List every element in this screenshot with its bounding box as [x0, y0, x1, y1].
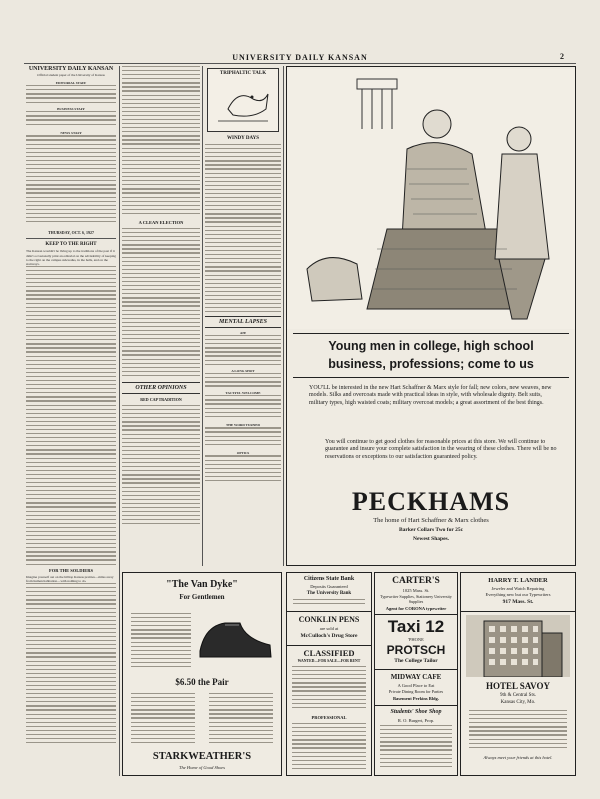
savoy-title: HOTEL SAVOY: [486, 681, 550, 691]
midway-basement: Basement Perkins Bldg.: [393, 696, 439, 701]
shoeshop-copy: [380, 725, 452, 771]
peckhams-headline-2: business, professions; come to us: [328, 357, 534, 371]
professional-title: PROFESSIONAL: [311, 715, 347, 720]
editorial-body: [122, 66, 200, 216]
lander-addr: 917 Mass. St.: [502, 599, 534, 605]
mental-lapses-title: MENTAL LAPSES: [219, 319, 267, 325]
midway-title: MIDWAY CAFE: [390, 673, 442, 681]
classified-listings: [292, 666, 366, 712]
mental-subhead: THE WORD TURNED: [226, 423, 260, 428]
staff-head-news: NEWS STAFF: [60, 131, 82, 136]
vandyke-brand-sub: The Home of Good Shoes: [179, 765, 225, 770]
shoeshop-title: Students' Shoe Shop: [390, 709, 442, 715]
midway-line: Private Dining Room for Parties: [388, 689, 444, 694]
page-header-title: UNIVERSITY DAILY KANSAN: [232, 53, 368, 62]
keep-right-lead: The Kansan wouldn't be living up to the traditions of the past if it didn't occasionally print an editorial on the advisability of keeping to the right on the campus sidewalks, in the halls, and on the stairways.: [26, 249, 116, 266]
classified-sub: WANTED—FOR SALE—FOR RENT: [297, 659, 361, 663]
column-1: [26, 66, 116, 776]
header-rule: [24, 63, 576, 64]
lander-title: HARRY T. LANDER: [488, 577, 548, 584]
protsch-sub: The College Tailor: [394, 658, 438, 664]
vandyke-ad: [122, 572, 282, 776]
windy-days-title: WINDY DAYS: [227, 136, 259, 141]
staff-list: [26, 85, 116, 107]
vandyke-copy: [131, 613, 191, 673]
column-2: [122, 66, 200, 566]
staff-list: [26, 135, 116, 227]
shoeshop-name: R. O. Burgert, Prop.: [397, 718, 435, 723]
savoy-city: Kansas City, Mo.: [500, 700, 536, 705]
conklin-store: McCulloch's Drug Store: [300, 633, 358, 639]
ode-body: [26, 583, 116, 743]
bird-cartoon-icon: [208, 79, 278, 129]
vandyke-title: "The Van Dyke": [166, 579, 238, 590]
lander-savoy-column: [460, 572, 576, 776]
carters-taxi-column: [374, 572, 458, 776]
cartoon: [207, 68, 279, 132]
vandyke-copy: [131, 693, 195, 749]
illustration-young-men-icon: [287, 69, 575, 329]
staff-list: [26, 111, 116, 131]
peckhams-collars: Barker Collars Two for 25c: [398, 527, 464, 533]
opinion-body: [122, 405, 200, 525]
peckhams-body: YOU'LL be interested in the new Hart Schaffner & Marx style for fall; new colors, new weaves, new models. Silks and overcoats made with practical ideas in style, with wholesale dignity. Belt suits, military types, high waisted coats; military overcoat models; a great assortment of the best things.: [309, 385, 552, 406]
ode-title: FOR THE SOLDIERS: [49, 567, 93, 573]
staff-head-business: BUSINESS STAFF: [57, 107, 85, 112]
peckhams-shoes: Newest Shapes.: [412, 536, 450, 542]
savoy-copy: [469, 710, 567, 750]
date-line: THURSDAY, OCT. 6, 1927: [47, 230, 95, 236]
bank-pens-classified-column: [286, 572, 372, 776]
shoe-icon: [195, 611, 275, 671]
clean-election-title: A CLEAN ELECTION: [138, 220, 184, 225]
windy-body: [205, 144, 281, 314]
citizens-title: Citizens State Bank: [303, 576, 355, 582]
protsch-name: PROTSCH: [386, 643, 446, 657]
professional-listings: [292, 723, 366, 773]
savoy-sub: 9th & Central Sts.: [499, 693, 537, 698]
lander-line: Everything new but our Typewriters: [485, 592, 551, 597]
carters-agent: Agent for CORONA typewriter: [385, 606, 447, 611]
midway-sub: A Good Place to Eat: [397, 683, 435, 688]
cartoon-label: TRIPHALTIC TALK: [219, 71, 267, 76]
savoy-footer: Always meet your friends at this hotel.: [483, 755, 553, 760]
ode-lead: Imagine yourself out on the hilltop Kansas prairies—miles away from human habitation—with nothing to do.: [26, 574, 114, 583]
lander-sub: Jeweler and Watch Repairing: [491, 586, 545, 591]
masthead-subtitle: Official student paper of the University of Kansas: [37, 73, 105, 77]
carters-title: CARTER'S: [392, 576, 440, 586]
taxi-title: Taxi 12: [387, 617, 445, 636]
peckhams-headline-1: Young men in college, high school: [328, 339, 534, 353]
peckhams-tagline: The home of Hart Schaffner & Marx clothes: [373, 517, 489, 524]
mental-subhead: A LONG SHOT: [231, 369, 255, 374]
other-opinions-title: OTHER OPINIONS: [135, 385, 187, 391]
masthead-title: UNIVERSITY DAILY KANSAN: [28, 66, 114, 72]
vandyke-brand: STARKWEATHER'S: [152, 751, 252, 762]
citizens-sub: Deposits Guaranteed: [310, 584, 348, 589]
mental-subhead: OPTICS: [236, 451, 250, 456]
classified-title: CLASSIFIED: [303, 648, 355, 658]
keep-right-title: KEEP TO THE RIGHT: [45, 242, 97, 248]
taxi-phone: 'PHONE: [408, 637, 424, 642]
staff-head-editorial: EDITORIAL STAFF: [55, 81, 87, 86]
column-3: [205, 66, 281, 566]
mental-subhead: AH!: [239, 331, 247, 335]
page-number: 2: [560, 52, 564, 61]
hotel-building-icon: [466, 615, 570, 677]
conklin-title: CONKLIN PENS: [298, 615, 360, 624]
mental-subhead: TACTFUL WELCOME: [225, 391, 261, 396]
peckhams-ad: [286, 66, 576, 566]
vandyke-price: $6.50 the Pair: [175, 677, 229, 687]
citizens-line: The University Bank: [306, 591, 352, 596]
red-cap-title: RED CAP TRADITION: [140, 397, 182, 402]
carters-address: 1025 Mass. St.: [402, 588, 430, 593]
peckhams-store-name: PECKHAMS: [351, 487, 511, 516]
editorial-body: [122, 228, 200, 378]
peckhams-body-2: You will continue to get good clothes for reasonable prices at this store. We will continue to guarantee and insure your complete satisfaction in the wearing of these clothes. There will be no reservations or exceptions to our satisfaction guaranteed policy.: [325, 439, 557, 460]
editorial-body: [26, 266, 116, 566]
carters-sub: Typewriter Supplies, Stationery University Supplies: [380, 594, 452, 604]
vandyke-copy: [209, 693, 273, 749]
vandyke-sub: For Gentlemen: [179, 593, 225, 601]
conklin-sub: are sold at: [319, 626, 339, 631]
